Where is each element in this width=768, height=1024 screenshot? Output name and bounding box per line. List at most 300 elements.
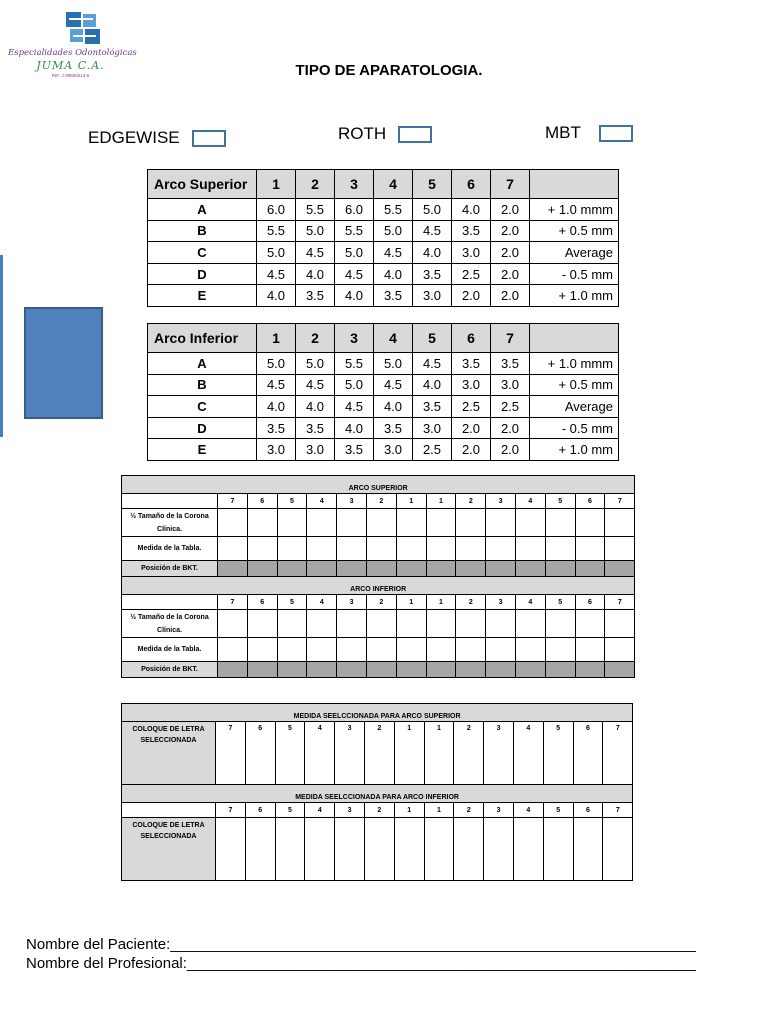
entry-cell[interactable] [426, 610, 456, 638]
entry-cell[interactable] [575, 561, 605, 577]
edgewise-checkbox[interactable] [192, 130, 226, 147]
row-letter-cell: B [148, 374, 257, 396]
tooth-header-cell [530, 170, 619, 199]
selection-superior-title-row [122, 704, 633, 722]
entry-cell[interactable] [396, 561, 426, 577]
value-cell: 4.5 [257, 263, 296, 285]
value-cell: 3.5 [413, 263, 452, 285]
tooth-number-cell: 7 [218, 595, 248, 610]
entry-cell[interactable] [277, 537, 307, 561]
value-cell: 5.0 [257, 353, 296, 375]
professional-name-line[interactable]: Nombre del Profesional:_____________________________________________________________ [26, 955, 696, 972]
selection-entry-cell[interactable]: 2 [454, 722, 484, 785]
value-cell: 3.0 [491, 374, 530, 396]
arco-inferior-title: ARCO INFERIOR [122, 577, 635, 595]
note-cell: Average [530, 242, 619, 264]
bkt-position-row [122, 662, 635, 678]
row-letter-cell: C [148, 396, 257, 418]
tooth-number-cell: 6 [247, 494, 277, 509]
value-cell: 5.5 [296, 199, 335, 221]
tooth-header-cell [530, 324, 619, 353]
tooth-number-cell: 1 [424, 803, 454, 818]
entry-cell[interactable] [277, 662, 307, 678]
tooth-header-cell: 4 [374, 170, 413, 199]
blue-rectangle [24, 307, 103, 419]
roth-checkbox[interactable] [398, 126, 432, 143]
tooth-number-cell: 3 [337, 595, 367, 610]
value-cell: 4.0 [335, 417, 374, 439]
entry-cell[interactable] [456, 537, 486, 561]
value-cell: 4.0 [413, 242, 452, 264]
selection-entry-cell[interactable]: 3 [484, 722, 514, 785]
table-row [148, 242, 619, 264]
entry-cell[interactable] [396, 638, 426, 662]
value-cell: 3.5 [335, 439, 374, 461]
entry-cell[interactable] [605, 610, 635, 638]
selection-entry-cell[interactable] [305, 818, 335, 881]
arco-superior-table [147, 169, 619, 307]
entry-cell[interactable] [575, 638, 605, 662]
entry-cell[interactable] [396, 509, 426, 537]
entry-cell[interactable] [456, 561, 486, 577]
value-cell: 5.0 [296, 353, 335, 375]
table-row [148, 353, 619, 375]
tooth-number-cell: 5 [275, 803, 305, 818]
entry-cell[interactable] [456, 662, 486, 678]
note-cell: Average [530, 396, 619, 418]
entry-cell[interactable] [545, 561, 575, 577]
tooth-number-cell: 3 [486, 494, 516, 509]
selection-entry-cell[interactable]: 4 [513, 722, 543, 785]
entry-cell[interactable] [575, 537, 605, 561]
crown-size-row-label: ½ Tamaño de la Corona Clínica. [122, 610, 218, 638]
tooth-header-cell: 3 [335, 324, 374, 353]
tooth-header-cell: 7 [491, 324, 530, 353]
entry-cell[interactable] [426, 509, 456, 537]
value-cell: 3.5 [491, 353, 530, 375]
value-cell: 3.0 [257, 439, 296, 461]
entry-cell[interactable] [426, 638, 456, 662]
entry-cell[interactable] [337, 610, 367, 638]
table-measure-row-label: Medida de la Tabla. [122, 537, 218, 561]
entry-cell[interactable] [545, 537, 575, 561]
entry-cell[interactable] [545, 509, 575, 537]
entry-cell[interactable] [277, 638, 307, 662]
crown-size-row [122, 610, 635, 638]
value-cell: 5.5 [335, 220, 374, 242]
value-cell: 4.0 [335, 285, 374, 307]
value-cell: 4.0 [374, 263, 413, 285]
note-cell: + 1.0 mmm [530, 199, 619, 221]
table-measure-row-label: Medida de la Tabla. [122, 638, 218, 662]
entry-cell[interactable] [247, 662, 277, 678]
entry-cell[interactable] [456, 610, 486, 638]
tooth-number-cell: 3 [486, 595, 516, 610]
tooth-number-cell: 3 [335, 803, 365, 818]
row-letter-cell: E [148, 285, 257, 307]
value-cell: 2.0 [452, 285, 491, 307]
selection-superior-title: MEDIDA SEELCCIONADA PARA ARCO SUPERIOR [122, 704, 633, 722]
entry-cell[interactable] [486, 509, 516, 537]
entry-cell[interactable] [277, 509, 307, 537]
tooth-number-cell: 1 [396, 494, 426, 509]
entry-cell[interactable] [426, 561, 456, 577]
entry-cell[interactable] [366, 537, 396, 561]
selection-inferior-row [122, 818, 633, 881]
entry-cell[interactable] [456, 638, 486, 662]
entry-cell[interactable] [605, 509, 635, 537]
value-cell: 2.0 [491, 285, 530, 307]
value-cell: 2.5 [413, 439, 452, 461]
value-cell: 5.0 [335, 242, 374, 264]
entry-cell[interactable] [337, 561, 367, 577]
value-cell: 5.0 [257, 242, 296, 264]
entry-cell[interactable] [277, 561, 307, 577]
note-cell: - 0.5 mm [530, 263, 619, 285]
tooth-header-cell: 3 [335, 170, 374, 199]
entry-cell[interactable] [247, 561, 277, 577]
entry-cell[interactable] [575, 662, 605, 678]
tooth-header-cell: 4 [374, 324, 413, 353]
selection-entry-cell[interactable]: 6 [245, 722, 275, 785]
value-cell: 2.0 [491, 242, 530, 264]
entry-cell[interactable] [486, 638, 516, 662]
value-cell: 3.5 [452, 353, 491, 375]
tooth-number-cell: 4 [515, 494, 545, 509]
entry-cell[interactable] [307, 610, 337, 638]
tooth-header-cell: 2 [296, 324, 335, 353]
tooth-number-cell: 6 [245, 803, 275, 818]
entry-cell[interactable] [396, 662, 426, 678]
tooth-number-cell: 2 [366, 494, 396, 509]
selection-inferior-title-row [122, 785, 633, 803]
option-roth[interactable] [338, 124, 432, 144]
tooth-number-row [122, 494, 635, 509]
tooth-number-cell: 6 [575, 595, 605, 610]
value-cell: 5.0 [413, 199, 452, 221]
selection-entry-cell[interactable]: 7 [603, 722, 633, 785]
value-cell: 2.0 [491, 439, 530, 461]
entry-cell[interactable] [218, 610, 248, 638]
selection-entry-cell[interactable] [364, 818, 394, 881]
value-cell: 3.0 [452, 374, 491, 396]
entry-cell[interactable] [545, 610, 575, 638]
row-letter-cell: D [148, 263, 257, 285]
entry-cell[interactable] [307, 509, 337, 537]
note-cell: + 1.0 mm [530, 285, 619, 307]
tooth-number-row [122, 595, 635, 610]
entry-cell[interactable] [218, 638, 248, 662]
entry-cell[interactable] [515, 509, 545, 537]
value-cell: 4.5 [296, 374, 335, 396]
note-cell: + 0.5 mm [530, 374, 619, 396]
entry-cell[interactable] [218, 509, 248, 537]
tooth-number-cell: 4 [307, 595, 337, 610]
page-title: TIPO DE APARATOLOGIA. [295, 62, 483, 79]
blank-cell [122, 595, 218, 610]
selection-entry-cell[interactable] [484, 818, 514, 881]
tooth-number-cell: 5 [277, 595, 307, 610]
table-header-row [148, 170, 619, 199]
entry-cell[interactable] [218, 537, 248, 561]
value-cell: 2.0 [491, 220, 530, 242]
value-cell: 5.0 [374, 353, 413, 375]
logo-mark-icon [66, 12, 100, 46]
entry-cell[interactable] [337, 638, 367, 662]
tooth-header-cell: 1 [257, 324, 296, 353]
note-cell: + 0.5 mm [530, 220, 619, 242]
tooth-number-cell: 1 [396, 595, 426, 610]
entry-cell[interactable] [486, 561, 516, 577]
value-cell: 4.5 [257, 374, 296, 396]
entry-cell[interactable] [605, 537, 635, 561]
value-cell: 5.0 [374, 220, 413, 242]
tooth-number-cell: 6 [573, 803, 603, 818]
table-row [148, 285, 619, 307]
bkt-position-row-label: Posición de BKT. [122, 561, 218, 577]
table-row [148, 199, 619, 221]
entry-cell[interactable] [218, 662, 248, 678]
entry-cell[interactable] [366, 662, 396, 678]
value-cell: 2.0 [491, 417, 530, 439]
value-cell: 4.0 [452, 199, 491, 221]
arco-inferior-table [147, 323, 619, 461]
selection-entry-cell[interactable] [603, 818, 633, 881]
value-cell: 4.0 [257, 285, 296, 307]
entry-cell[interactable] [605, 662, 635, 678]
selection-entry-cell[interactable] [275, 818, 305, 881]
entry-cell[interactable] [366, 638, 396, 662]
tooth-number-cell: 3 [484, 803, 514, 818]
value-cell: 3.5 [296, 285, 335, 307]
selection-entry-cell[interactable]: 2 [364, 722, 394, 785]
note-cell: + 1.0 mmm [530, 353, 619, 375]
tooth-number-cell: 2 [454, 803, 484, 818]
value-cell: 3.0 [413, 417, 452, 439]
row-letter-cell: B [148, 220, 257, 242]
tooth-number-cell: 1 [426, 595, 456, 610]
blank-cell [122, 494, 218, 509]
value-cell: 4.0 [257, 396, 296, 418]
row-letter-cell: C [148, 242, 257, 264]
value-cell: 2.0 [452, 417, 491, 439]
selection-entry-cell[interactable] [424, 818, 454, 881]
tooth-number-cell: 7 [218, 494, 248, 509]
option-edgewise[interactable] [88, 128, 226, 148]
value-cell: 3.5 [296, 417, 335, 439]
tooth-number-cell: 4 [515, 595, 545, 610]
entry-cell[interactable] [337, 537, 367, 561]
entry-cell[interactable] [396, 610, 426, 638]
tooth-number-cell: 2 [364, 803, 394, 818]
value-cell: 4.0 [296, 263, 335, 285]
tooth-number-cell: 1 [426, 494, 456, 509]
entry-cell[interactable] [426, 537, 456, 561]
entry-cell[interactable] [247, 509, 277, 537]
entry-cell[interactable] [337, 662, 367, 678]
option-roth-label: ROTH [338, 124, 387, 143]
value-cell: 3.5 [452, 220, 491, 242]
entry-cell[interactable] [307, 537, 337, 561]
selection-label: COLOQUE DE LETRA SELECCIONADA [122, 722, 216, 785]
table-title-cell: Arco Superior [148, 170, 257, 199]
value-cell: 6.0 [257, 199, 296, 221]
selection-entry-cell[interactable]: 4 [305, 722, 335, 785]
entry-cell[interactable] [575, 509, 605, 537]
tooth-number-cell: 2 [456, 494, 486, 509]
value-cell: 3.5 [374, 285, 413, 307]
tooth-number-cell: 6 [575, 494, 605, 509]
entry-cell[interactable] [396, 537, 426, 561]
tooth-number-cell: 1 [394, 803, 424, 818]
blank-cell [122, 803, 216, 818]
value-cell: 4.5 [374, 242, 413, 264]
value-cell: 4.0 [296, 396, 335, 418]
tooth-number-cell: 5 [545, 595, 575, 610]
selection-entry-cell[interactable] [216, 818, 246, 881]
entry-cell[interactable] [426, 662, 456, 678]
value-cell: 3.0 [374, 439, 413, 461]
tooth-number-cell: 7 [605, 494, 635, 509]
entry-cell[interactable] [307, 638, 337, 662]
entry-cell[interactable] [486, 610, 516, 638]
entry-cell[interactable] [366, 509, 396, 537]
value-cell: 2.0 [491, 263, 530, 285]
entry-cell[interactable] [218, 561, 248, 577]
entry-cell[interactable] [486, 662, 516, 678]
selection-entry-cell[interactable] [245, 818, 275, 881]
entry-cell[interactable] [366, 561, 396, 577]
patient-name-line[interactable]: Nombre del Paciente:_______________________________________________________________ [26, 936, 696, 953]
selection-entry-cell[interactable] [394, 818, 424, 881]
option-mbt-label: MBT [545, 123, 581, 142]
option-mbt[interactable] [545, 123, 633, 143]
table-row [148, 439, 619, 461]
entry-cell[interactable] [515, 610, 545, 638]
selection-entry-cell[interactable]: 5 [543, 722, 573, 785]
selection-table [121, 703, 633, 881]
table-measure-row [122, 638, 635, 662]
tooth-number-cell: 5 [277, 494, 307, 509]
selection-superior-row [122, 722, 633, 785]
entry-cell[interactable] [337, 509, 367, 537]
selection-entry-cell[interactable]: 1 [394, 722, 424, 785]
value-cell: 2.5 [452, 396, 491, 418]
value-cell: 3.5 [413, 396, 452, 418]
arco-inferior-title-row [122, 577, 635, 595]
tooth-header-cell: 6 [452, 170, 491, 199]
mbt-checkbox[interactable] [599, 125, 633, 142]
row-letter-cell: A [148, 353, 257, 375]
tooth-number-cell: 2 [456, 595, 486, 610]
selection-entry-cell[interactable]: 6 [573, 722, 603, 785]
value-cell: 3.5 [257, 417, 296, 439]
entry-cell[interactable] [515, 537, 545, 561]
selection-entry-cell[interactable]: 7 [216, 722, 246, 785]
value-cell: 4.5 [413, 220, 452, 242]
value-cell: 3.0 [296, 439, 335, 461]
tooth-number-cell: 4 [307, 494, 337, 509]
tooth-header-cell: 2 [296, 170, 335, 199]
value-cell: 4.0 [413, 374, 452, 396]
logo-line3: RIF: J-29600213-6 [51, 73, 90, 78]
value-cell: 4.5 [296, 242, 335, 264]
value-cell: 5.5 [335, 353, 374, 375]
value-cell: 5.5 [257, 220, 296, 242]
entry-cell[interactable] [456, 509, 486, 537]
tooth-header-cell: 7 [491, 170, 530, 199]
value-cell: 3.5 [374, 417, 413, 439]
table-row [148, 374, 619, 396]
entry-cell[interactable] [575, 610, 605, 638]
note-cell: - 0.5 mm [530, 417, 619, 439]
selection-entry-cell[interactable] [454, 818, 484, 881]
selection-entry-cell[interactable]: 5 [275, 722, 305, 785]
entry-cell[interactable] [247, 537, 277, 561]
tooth-number-cell: 7 [603, 803, 633, 818]
selection-entry-cell[interactable]: 1 [424, 722, 454, 785]
tooth-number-cell: 7 [605, 595, 635, 610]
value-cell: 4.5 [374, 374, 413, 396]
entry-cell[interactable] [247, 638, 277, 662]
entry-cell[interactable] [515, 638, 545, 662]
entry-cell[interactable] [486, 537, 516, 561]
measurement-table [121, 475, 635, 678]
entry-cell[interactable] [605, 638, 635, 662]
entry-cell[interactable] [545, 662, 575, 678]
option-edgewise-label: EDGEWISE [88, 128, 180, 147]
tooth-header-cell: 6 [452, 324, 491, 353]
value-cell: 3.0 [413, 285, 452, 307]
tooth-number-cell: 5 [543, 803, 573, 818]
entry-cell[interactable] [307, 662, 337, 678]
selection-entry-cell[interactable]: 3 [335, 722, 365, 785]
table-row [148, 417, 619, 439]
table-header-row [148, 324, 619, 353]
entry-cell[interactable] [277, 610, 307, 638]
table-row [148, 263, 619, 285]
tooth-number-cell: 5 [545, 494, 575, 509]
entry-cell[interactable] [307, 561, 337, 577]
tooth-number-cell: 6 [247, 595, 277, 610]
arco-superior-title-row [122, 476, 635, 494]
entry-cell[interactable] [515, 561, 545, 577]
note-cell: + 1.0 mm [530, 439, 619, 461]
selection-entry-cell[interactable] [573, 818, 603, 881]
value-cell: 3.0 [452, 242, 491, 264]
value-cell: 2.0 [452, 439, 491, 461]
value-cell: 5.0 [296, 220, 335, 242]
entry-cell[interactable] [247, 610, 277, 638]
value-cell: 4.5 [335, 263, 374, 285]
selection-entry-cell[interactable] [335, 818, 365, 881]
tooth-header-cell: 5 [413, 170, 452, 199]
selection-entry-cell[interactable] [513, 818, 543, 881]
row-letter-cell: D [148, 417, 257, 439]
value-cell: 2.0 [491, 199, 530, 221]
row-letter-cell: A [148, 199, 257, 221]
tooth-number-cell: 3 [337, 494, 367, 509]
selection-entry-cell[interactable] [543, 818, 573, 881]
arco-superior-title: ARCO SUPERIOR [122, 476, 635, 494]
entry-cell[interactable] [515, 662, 545, 678]
row-letter-cell: E [148, 439, 257, 461]
value-cell: 2.5 [452, 263, 491, 285]
selection-inferior-title: MEDIDA SEELCCIONADA PARA ARCO INFERIOR [122, 785, 633, 803]
entry-cell[interactable] [605, 561, 635, 577]
entry-cell[interactable] [366, 610, 396, 638]
entry-cell[interactable] [545, 638, 575, 662]
